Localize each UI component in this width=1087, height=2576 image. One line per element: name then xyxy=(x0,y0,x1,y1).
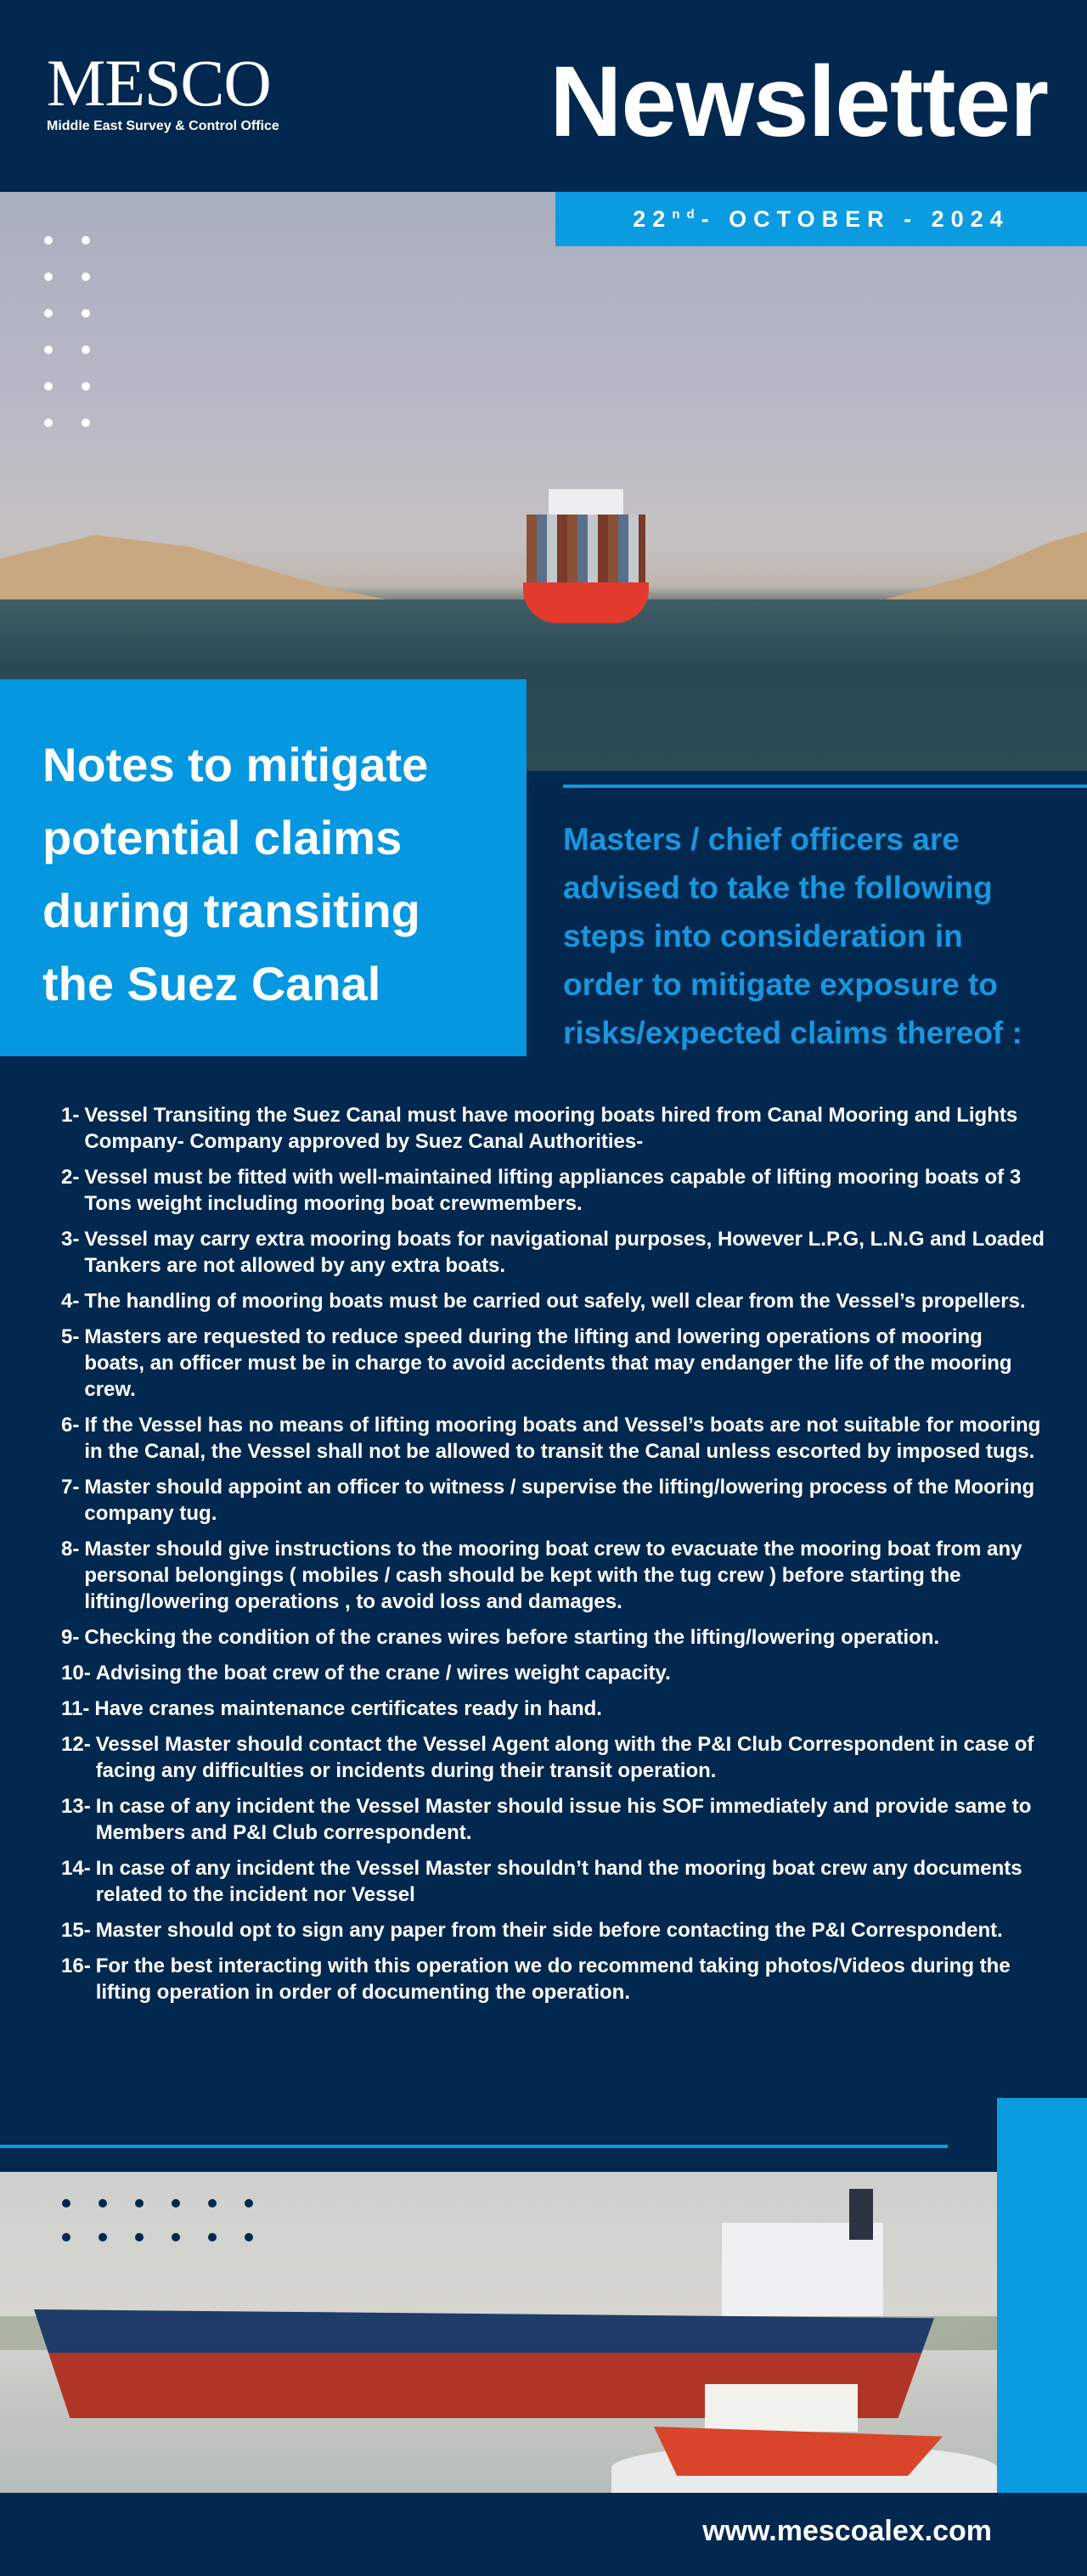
item-number: 9- xyxy=(61,1626,80,1649)
item-text: Vessel must be fitted with well-maintained lifting appliances capable of lifting mooring boats of 3 Tons weight including mooring boat crewmembers. xyxy=(84,1166,1022,1215)
item-text: In case of any incident the Vessel Master shouldn’t hand the mooring boat crew any documents related to the incident nor Vessel xyxy=(95,1857,1022,1906)
item-text: If the Vessel has no means of lifting mooring boats and Vessel’s boats are not suitable for mooring in the Canal, the Vessel shall not be allowed to transit the Canal unless escorted by imposed tugs. xyxy=(84,1414,1041,1463)
item-number: 15- xyxy=(61,1919,91,1942)
notes-list xyxy=(61,1102,1046,2015)
decorative-dots-bottom xyxy=(62,2199,253,2241)
divider-line-top xyxy=(563,785,1087,788)
decorative-dot xyxy=(99,2199,107,2208)
list-item xyxy=(61,1917,1046,1943)
intro-line: risks/expected claims thereof : xyxy=(563,1015,1022,1050)
date-rest: - OCTOBER - 2024 xyxy=(701,205,1010,232)
item-number: 2- xyxy=(61,1166,80,1189)
decorative-dot xyxy=(208,2199,217,2208)
list-item xyxy=(61,1855,1046,1908)
decorative-dot xyxy=(44,346,53,354)
date-day: 22nd xyxy=(633,205,701,232)
item-text: Advising the boat crew of the crane / wires weight capacity. xyxy=(95,1662,671,1685)
footer xyxy=(0,2493,1087,2576)
logo-wordmark: MESCO xyxy=(47,46,271,120)
list-item xyxy=(61,1102,1046,1155)
decorative-dot xyxy=(44,236,53,245)
ship-containers xyxy=(527,515,645,584)
intro-paragraph xyxy=(563,815,1064,1057)
item-number: 16- xyxy=(61,1954,91,1977)
feature-title-box xyxy=(0,679,527,1056)
newsletter-title: Newsletter xyxy=(549,46,1048,158)
intro-line: steps into consideration in xyxy=(563,919,963,953)
photo-mooring-tug-and-cargo-ship xyxy=(0,2172,997,2493)
list-item xyxy=(61,1288,1046,1314)
decorative-dot xyxy=(208,2233,217,2241)
cargo-ship-funnel xyxy=(849,2189,873,2240)
decorative-dot xyxy=(82,346,90,354)
item-text: Vessel may carry extra mooring boats for navigational purposes, However L.P.G, L.N.G and Loaded Tankers are not allowed by any extra boats. xyxy=(84,1228,1045,1277)
list-item xyxy=(61,1660,1046,1686)
item-number: 4- xyxy=(61,1290,80,1313)
item-text: Vessel Transiting the Suez Canal must have mooring boats hired from Canal Mooring and Lights Company- Company approved by Suez Canal Authorities- xyxy=(84,1104,1018,1153)
item-number: 5- xyxy=(61,1325,80,1348)
decorative-dot xyxy=(172,2199,180,2208)
decorative-dot xyxy=(82,236,90,245)
list-item xyxy=(61,1624,1046,1651)
item-number: 3- xyxy=(61,1228,80,1251)
decorative-dot xyxy=(44,419,53,427)
accent-side-panel xyxy=(997,2098,1087,2493)
decorative-dot xyxy=(245,2233,253,2241)
decorative-dot xyxy=(62,2199,70,2208)
intro-line: order to mitigate exposure to xyxy=(563,967,998,1002)
item-number: 10- xyxy=(61,1662,91,1685)
decorative-dots-top xyxy=(44,236,90,427)
list-item xyxy=(61,1226,1046,1279)
ship-bridge xyxy=(549,489,623,516)
item-number: 12- xyxy=(61,1733,91,1756)
feature-title-line: potential claims xyxy=(42,811,403,864)
list-item xyxy=(61,1474,1046,1527)
feature-title xyxy=(42,728,493,1021)
item-number: 6- xyxy=(61,1414,80,1437)
item-text: Have cranes maintenance certificates ready in hand. xyxy=(94,1697,602,1720)
decorative-dot xyxy=(99,2233,107,2241)
mooring-tug xyxy=(654,2384,943,2478)
item-text: Master should appoint an officer to witness / supervise the lifting/lowering process of the Mooring company tug. xyxy=(84,1476,1035,1525)
decorative-dot xyxy=(135,2199,144,2208)
decorative-dot xyxy=(44,382,53,391)
item-text: Vessel Master should contact the Vessel Agent along with the P&I Club Correspondent in case of facing any difficulties or incidents during their transit operation. xyxy=(95,1733,1034,1782)
decorative-dot xyxy=(245,2199,253,2208)
decorative-dot xyxy=(44,309,53,318)
decorative-dot xyxy=(135,2233,144,2241)
decorative-dot xyxy=(82,419,90,427)
issue-date xyxy=(555,192,1087,246)
item-text: Masters are requested to reduce speed during the lifting and lowering operations of mooring boats, an officer must be in charge to avoid accidents that may endanger the life of the mooring crew. xyxy=(84,1325,1012,1401)
decorative-dot xyxy=(82,273,90,281)
logo-subtitle: Middle East Survey & Control Office xyxy=(47,119,279,133)
ship-hull xyxy=(523,582,649,623)
intro-line: Masters / chief officers are xyxy=(563,822,960,857)
item-text: The handling of mooring boats must be carried out safely, well clear from the Vessel’s propellers. xyxy=(84,1290,1026,1313)
list-item xyxy=(61,1953,1046,2005)
list-item xyxy=(61,1324,1046,1403)
decorative-dot xyxy=(82,382,90,391)
item-number: 11- xyxy=(61,1697,90,1720)
decorative-dot xyxy=(82,309,90,318)
list-item xyxy=(61,1793,1046,1846)
item-text: Checking the condition of the cranes wires before starting the lifting/lowering operation. xyxy=(84,1626,940,1649)
item-text: For the best interacting with this operation we do recommend taking photos/Videos during the lifting operation in order of documenting the operation. xyxy=(95,1954,1011,2004)
decorative-dot xyxy=(44,273,53,281)
item-number: 1- xyxy=(61,1104,80,1127)
decorative-dot xyxy=(172,2233,180,2241)
item-number: 8- xyxy=(61,1538,80,1561)
divider-line-bottom xyxy=(0,2145,948,2148)
item-text: Master should opt to sign any paper from their side before contacting the P&I Correspondent. xyxy=(95,1919,1003,1942)
tug-cabin xyxy=(705,2384,858,2432)
list-item xyxy=(61,1164,1046,1217)
container-ship xyxy=(523,489,649,625)
date-ordinal-suffix: nd xyxy=(672,206,701,222)
feature-title-line: Notes to mitigate xyxy=(42,738,429,791)
item-number: 14- xyxy=(61,1857,91,1880)
list-item xyxy=(61,1412,1046,1465)
list-item xyxy=(61,1536,1046,1615)
item-text: In case of any incident the Vessel Master should issue his SOF immediately and provide same to Members and P&I Club correspondent. xyxy=(95,1795,1032,1844)
feature-title-line: the Suez Canal xyxy=(42,957,381,1010)
list-item xyxy=(61,1731,1046,1784)
feature-title-line: during transiting xyxy=(42,884,420,937)
website-link[interactable]: www.mescoalex.com xyxy=(702,2515,992,2547)
decorative-dot xyxy=(62,2233,70,2241)
mesco-logo xyxy=(47,46,279,134)
list-item xyxy=(61,1696,1046,1722)
tug-hull xyxy=(654,2427,943,2476)
item-text: Master should give instructions to the mooring boat crew to evacuate the mooring boat from any personal belongings ( mobiles / cash should be kept with the tug crew ) before starting the lifting/lowering operations , to avoid loss and damages. xyxy=(84,1538,1022,1613)
header xyxy=(0,0,1087,192)
item-number: 13- xyxy=(61,1795,91,1818)
intro-line: advised to take the following xyxy=(563,870,993,905)
item-number: 7- xyxy=(61,1476,80,1499)
